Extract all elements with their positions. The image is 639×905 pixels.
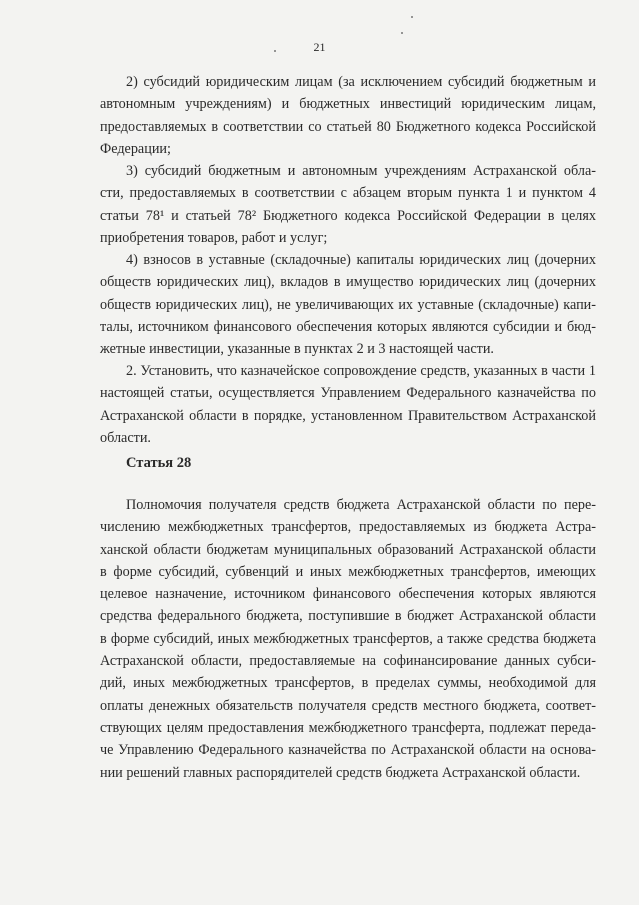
text-line: ханской области бюджетам муниципальных образований Астраханской области bbox=[100, 541, 596, 558]
text-line: в форме субсидий, иных межбюджетных трансфертов, а также средства бюджета bbox=[100, 630, 596, 647]
text-line: Астраханской области в порядке, установленном Правительством Астраханской bbox=[100, 407, 596, 424]
text-line: настоящей статьи, осуществляется Управлением Федерального казначейства по bbox=[100, 385, 596, 402]
text-line: средства федерального бюджета, поступившие в бюджет Астраханской области bbox=[100, 608, 596, 625]
text-line: 4) взносов в уставные (складочные) капиталы юридических лиц (дочерних bbox=[126, 252, 596, 268]
text-line: предоставляемых в соответствии со статьей 80 Бюджетного кодекса Российской bbox=[100, 118, 596, 135]
text-line: оплаты денежных обязательств получателя средств местного бюджета, соответ- bbox=[100, 697, 596, 714]
scan-speck bbox=[274, 50, 276, 52]
text-line: автономным учреждениям) и бюджетных инвестиций юридическим лицам, bbox=[100, 96, 596, 113]
text-line: 2. Установить, что казначейское сопровождение средств, указанных в части 1 bbox=[126, 363, 596, 379]
text-line: Астраханской области, предоставляемые на софинансирование данных субси- bbox=[100, 653, 596, 670]
text-line: нии решений главных распорядителей средств бюджета Астраханской области. bbox=[100, 764, 581, 781]
part-2-paragraph bbox=[100, 360, 596, 449]
text-line: обществ юридических лиц), не увеличивающих их уставные (складочные) капи- bbox=[100, 296, 596, 313]
text-line: приобретения товаров, работ и услуг; bbox=[100, 229, 328, 246]
text-line: статьи 78¹ и статьей 78² Бюджетного кодекса Российской Федерации в целях bbox=[100, 207, 596, 224]
list-item-3 bbox=[100, 160, 596, 249]
text-line: 2) субсидий юридическим лицам (за исключением субсидий бюджетным и bbox=[126, 74, 596, 90]
text-line: Полномочия получателя средств бюджета Астраханской области по пере- bbox=[126, 497, 596, 513]
article-paragraph bbox=[100, 494, 596, 784]
text-line: целевое назначение, источником финансового обеспечения которых являются bbox=[100, 586, 596, 603]
text-line: области. bbox=[100, 429, 151, 446]
text-line: Федерации; bbox=[100, 140, 171, 157]
text-line: дий, иных межбюджетных трансфертов, в пределах суммы, необходимой для bbox=[100, 675, 596, 692]
text-line: че Управлению Федерального казначейства по Астраханской области на основа- bbox=[100, 742, 596, 759]
scan-speck bbox=[411, 16, 413, 18]
list-item-4 bbox=[100, 249, 596, 360]
text-line: сти, предоставляемых в соответствии с абзацем вторым пункта 1 и пунктом 4 bbox=[100, 185, 596, 202]
article-heading: Статья 28 bbox=[126, 455, 192, 471]
text-line: числению межбюджетных трансфертов, предоставляемых из бюджета Астра- bbox=[100, 519, 596, 536]
text-line: жетные инвестиции, указанные в пунктах 2 и 3 настоящей части. bbox=[100, 341, 494, 358]
text-line: обществ юридических лиц), вкладов в имущество юридических лиц (дочерних bbox=[100, 274, 596, 291]
text-line: ствующих целям предоставления межбюджетного трансферта, подлежат переда- bbox=[100, 719, 596, 736]
scan-speck bbox=[401, 32, 403, 34]
list-item-2 bbox=[100, 71, 596, 160]
page-number: 21 bbox=[313, 40, 326, 54]
text-line: 3) субсидий бюджетным и автономным учреждениям Астраханской обла- bbox=[126, 163, 596, 179]
text-line: в форме субсидий, субвенций и иных межбюджетных трансфертов, имеющих bbox=[100, 563, 596, 580]
text-line: талы, источником финансового обеспечения которых являются субсидии и бюд- bbox=[100, 318, 596, 335]
